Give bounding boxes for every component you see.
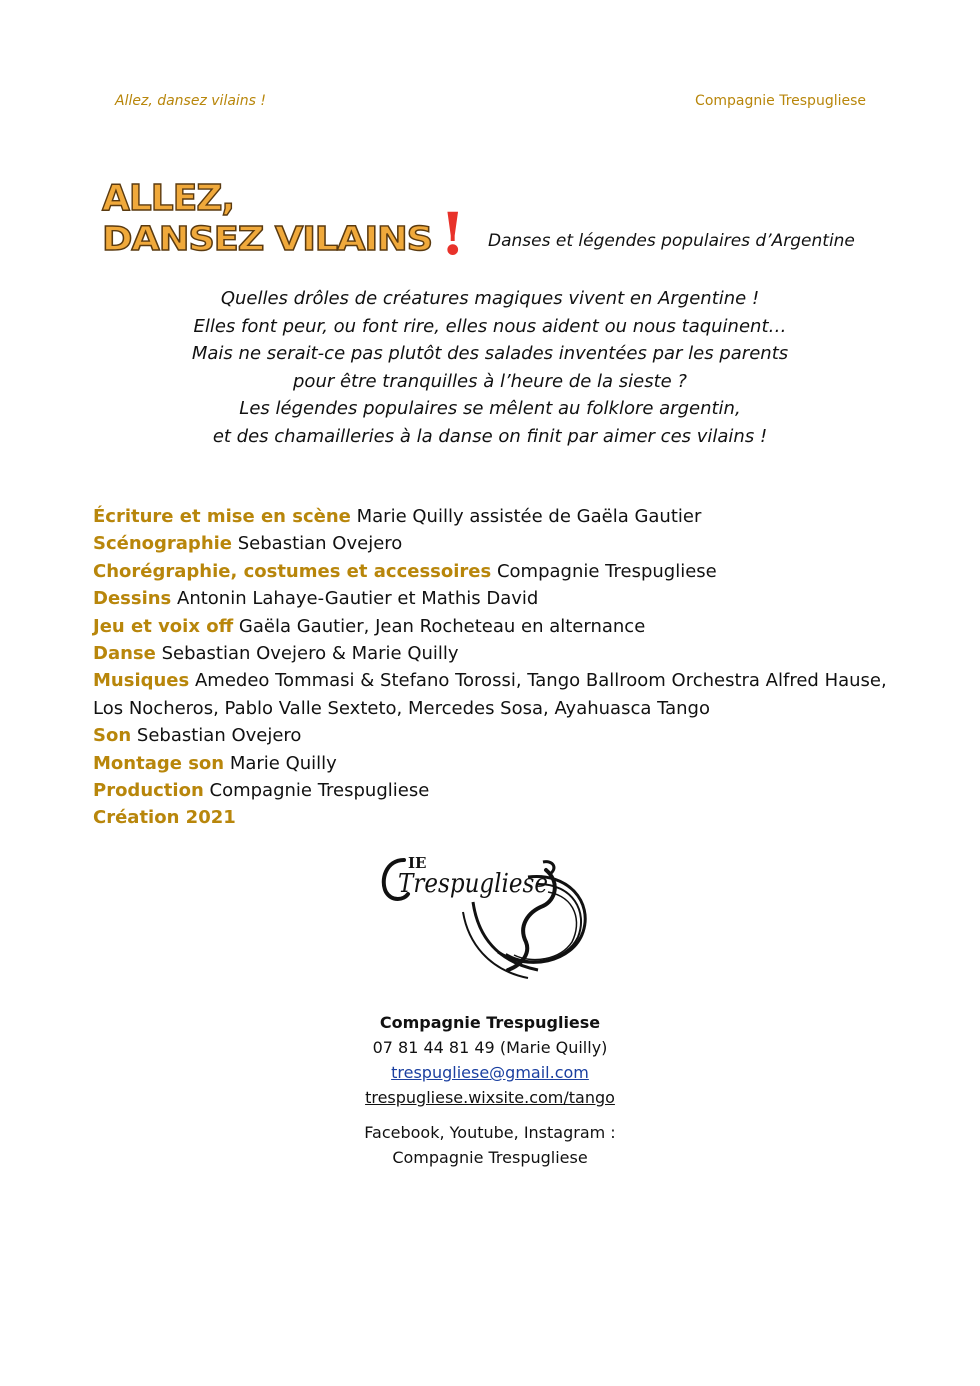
credit-line: [93, 530, 887, 557]
credit-role: Production: [93, 780, 204, 802]
contact-name: Compagnie Trespugliese: [379, 1013, 601, 1032]
intro-text: [0, 285, 980, 450]
intro-line: et des chamailleries à la danse on finit par aimer ces vilains !: [212, 425, 768, 447]
intro-line: Mais ne serait-ce pas plutôt des salades inventées par les parents: [191, 343, 789, 364]
credit-value: Compagnie Trespugliese: [209, 780, 430, 802]
credit-line: [93, 503, 887, 530]
credit-value: Antonin Lahaye-Gautier et Mathis David: [177, 588, 539, 610]
header-left: Allez, dansez vilains !: [115, 93, 267, 109]
credit-value: Marie Quilly: [229, 752, 337, 774]
company-logo-name: Trespugliese: [398, 869, 548, 899]
contact-email-link[interactable]: trespugliese@gmail.com: [391, 1063, 589, 1082]
credit-value: Sebastian Ovejero: [237, 533, 403, 555]
credit-role: Montage son: [93, 752, 225, 774]
title-logo: [100, 172, 475, 267]
intro-line: Les légendes populaires se mêlent au folklore argentin,: [239, 398, 741, 419]
company-logo: [378, 842, 604, 982]
credit-role: Écriture et mise en scène: [93, 506, 351, 527]
intro-line: Elles font peur, ou font rire, elles nous aident ou nous taquinent…: [193, 315, 787, 337]
credit-value: Sebastian Ovejero & Marie Quilly: [161, 643, 459, 665]
credit-line: [93, 585, 887, 612]
contact-website-link[interactable]: trespugliese.wixsite.com/tango: [365, 1088, 615, 1107]
title-logo-exclamation: !: [440, 200, 466, 267]
contact-block: [0, 1010, 980, 1170]
credit-value: Compagnie Trespugliese: [496, 560, 717, 582]
credit-line: [93, 640, 887, 667]
credit-value: Amedeo Tommasi & Stefano Torossi, Tango Ballroom Orchestra Alfred Hause,: [194, 670, 887, 692]
company-logo-prefix: IE: [408, 854, 427, 872]
title-logo-line2: DANSEZ VILAINS: [102, 219, 432, 258]
credit-line: [93, 613, 887, 640]
credit-value: Marie Quilly assistée de Gaëla Gautier: [356, 506, 702, 527]
credits-list: [93, 503, 887, 832]
contact-social-name: Compagnie Trespugliese: [392, 1148, 588, 1167]
credit-role: Danse: [93, 643, 156, 665]
credit-value: Sebastian Ovejero: [136, 725, 302, 747]
credit-role: Jeu et voix off: [93, 615, 234, 637]
credit-role: Son: [93, 725, 132, 747]
credit-role: Création 2021: [93, 807, 236, 829]
intro-line: Quelles drôles de créatures magiques vivent en Argentine !: [220, 288, 760, 309]
credit-line: [93, 750, 887, 777]
credit-role: Musiques: [93, 670, 190, 692]
credit-line: [93, 777, 887, 804]
contact-phone: 07 81 44 81 49 (Marie Quilly): [372, 1038, 608, 1057]
credit-line-continuation: [93, 695, 887, 722]
credit-line: [93, 722, 887, 749]
credit-line: [93, 558, 887, 585]
title-logo-line1: ALLEZ,: [102, 178, 235, 219]
contact-social: Facebook, Youtube, Instagram :: [364, 1123, 616, 1142]
credit-role: Dessins: [93, 588, 172, 610]
credit-role: Scénographie: [93, 533, 233, 555]
intro-line: pour être tranquilles à l’heure de la sieste ?: [293, 370, 687, 392]
credit-value: Los Nocheros, Pablo Valle Sexteto, Mercedes Sosa, Ayahuasca Tango: [93, 697, 710, 719]
credit-value: Gaëla Gautier, Jean Rocheteau en alternance: [238, 615, 646, 637]
credit-role: Chorégraphie, costumes et accessoires: [93, 560, 492, 582]
header-right: Compagnie Trespugliese: [695, 93, 866, 109]
subtitle: Danses et légendes populaires d’Argentine: [488, 231, 855, 251]
credit-line: [93, 804, 887, 831]
credit-line: [93, 667, 887, 694]
